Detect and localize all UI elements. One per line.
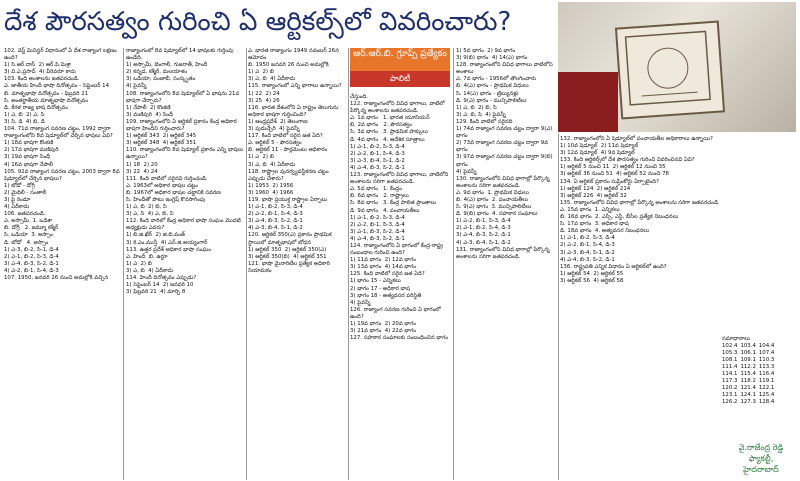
question-line: ఎ. హిందీ బి. ఉర్దూ xyxy=(126,253,168,260)
question-line: 134. ఏ ఆర్టికల్ ప్రకారం సుప్రీంకోర్టు ఏర్పాటైంది? xyxy=(560,178,659,185)
question-line: సి. 14(ఎ) భాగం - ట్రిబ్యునళ్లు xyxy=(456,90,519,97)
answer-cell: 110.3 xyxy=(758,357,775,363)
question-line: 2) 73వ రాజ్యాంగ సవరణ చట్టం ద్వారా 9వ భాగం xyxy=(456,140,550,154)
question-line: సి. హిందీతో పాటు ఇంగ్లిష్ కొనసాగింపు xyxy=(126,196,206,203)
question-line: సి. 17వ భాగం 3. అధికార భాష xyxy=(560,221,629,228)
question-line: 117. కింది వాటిలో సరైన జత ఏది? xyxy=(248,133,323,140)
question-line: బి. 2వ భాగం 2. పౌరసత్వం xyxy=(350,122,412,129)
question-line: 3) 21వ భాగం 4) 22వ భాగం xyxy=(350,328,417,335)
question-line: 1) ఎ, బి 2) బి, సి xyxy=(126,204,167,211)
question-line: 129. కింది వాటిలో సరైనది xyxy=(456,118,513,125)
question-line: 122. రాజ్యాంగంలోని వివిధ భాగాలు, వాటిలో పేర్కొన్న అంశాలను జతపరచండి. xyxy=(350,101,447,115)
question-line: 133. కింది ఆర్టికల్స్‌లో దేశ పౌరసత్వం గురించి వివరించినవి ఏవి? xyxy=(560,157,695,164)
question-line: 3) ఎ, బి, సి 4) పైవన్నీ xyxy=(456,111,506,118)
question-line: డి. 9(బి) భాగం 4. సహకార సంఘాలు xyxy=(456,211,538,218)
question-line: 1) ఎ-1, బి-2, సి-3, డి-4 xyxy=(560,235,615,242)
question-line: 3) ఆర్టికల్ 56 4) ఆర్టికల్ 58 xyxy=(560,277,624,284)
question-line: బి. మాతృభాషా దినోత్సవం - ఫిబ్రవరి 21 xyxy=(4,90,89,97)
question-line: 1) ఎ-1, బి-2, సి-3, డి-4 xyxy=(350,143,405,150)
answer-cell: 106.1 xyxy=(740,350,756,356)
question-line: 2) ఎ-1, బి-2, సి-3, డి-4 xyxy=(4,253,59,260)
question-line: 2) ఎ-2, బి-1, సి-4, డి-3 xyxy=(560,242,615,249)
text-column-6 xyxy=(560,136,720,436)
text-column-1 xyxy=(4,48,122,480)
question-line: 3) మణిపురి 4) సింధీ xyxy=(126,111,173,118)
question-line: 1) ఎ-1, బి-2, సి-3, డి-4 xyxy=(248,204,303,211)
question-line: 3) ఎ, సి 4) ఎ, బి, సి xyxy=(126,211,174,218)
question-line: 111. కింది వాటిలో సరైనవి గుర్తించండి. xyxy=(126,175,208,182)
question-line: 3) పై రెండూ xyxy=(4,196,31,203)
question-line: 1) 1953 2) 1956 xyxy=(248,182,294,189)
question-line: 127. సహకార సంఘాలకు సంబంధించిన భాగం xyxy=(350,335,448,342)
banner-top: ఆర్.ఆర్.బి. గ్రూప్స్ ప్రత్యేకం xyxy=(350,48,450,71)
question-line: ఎ. భారత రాజ్యాంగం 1949 నవంబర్ 26న ఆమోదం xyxy=(248,48,341,62)
question-line: 130. రాజ్యాంగంలోని వివిధ భాగాల్లో పేర్కొన్న అంశాలను సరిగా జతపరచండి. xyxy=(456,175,552,189)
question-line: 112. కింది వారిలో కేంద్ర అధికార భాషా సంఘం మొదటి అధ్యక్షుడు ఎవరు? xyxy=(126,218,243,232)
question-line: 3) ఆర్టికల్ 226 4) ఆర్టికల్ 32 xyxy=(560,192,627,199)
question-line: 106. జతపరచండి. xyxy=(4,211,46,218)
answer-cell: 119.1 xyxy=(758,378,775,384)
question-line: 1) ఎ, బి 2) బి, సి xyxy=(456,104,497,111)
answer-row xyxy=(722,399,777,406)
question-line: రాజ్యాంగంలో 8వ షెడ్యూల్‌లో 14 భాషలకు గుర్తింపు ఉండేది. xyxy=(126,48,236,62)
question-line: బి. 16వ భాగం 2. ఎస్సీ, ఎస్టీ, బీసీల ప్రత్యేక నిబంధనలు xyxy=(560,214,679,221)
question-line: 3) 12వ షెడ్యూల్ 4) 9వ షెడ్యూల్ xyxy=(560,150,635,157)
question-line: 110. రాజ్యాంగంలోని 8వ షెడ్యూల్ ప్రకారం ఎన్ని భాషలు ఉన్నాయి? xyxy=(126,147,245,161)
question-line: 3) ఎ-3, బి-4, సి-1, డి-2 xyxy=(350,157,405,164)
question-line: 1) ఆర్టికల్ 54 2) ఆర్టికల్ 55 xyxy=(560,270,624,277)
answer-cell: 116.4 xyxy=(758,371,775,377)
answer-cell: 112.2 xyxy=(740,364,756,370)
question-line: 3) ఎ, బి 4) ఏదీకాదు xyxy=(126,267,174,274)
question-line: 1) ఎ-2, బి-1, సి-3, డి-4 xyxy=(456,218,511,225)
question-line: 118. రాష్ట్రాల పునర్వ్యవస్థీకరణ చట్టం ఎప్పుడు చేశారు? xyxy=(248,168,331,182)
question-line: 3) 97వ రాజ్యాంగ సవరణ చట్టం ద్వారా 9(బి) భాగం xyxy=(456,154,555,168)
question-line: 3) 9(బి) భాగం 4) 14(ఎ) భాగం xyxy=(456,55,528,62)
question-line: 3) ఎ, బి 4) ఏదీకాదు xyxy=(248,161,296,168)
question-line: 126. రాజ్యాంగ సవరణ గురించి ఏ భాగంలో ఉంది? xyxy=(350,306,443,320)
question-line: 1) బి.జి.ఖేర్ 2) జి.బి.పంత్ xyxy=(126,232,185,239)
question-line: 1) ఎ-3, బి-2, సి-1, డి-4 xyxy=(4,246,59,253)
question-line: 3) 1960 4) 1966 xyxy=(248,189,294,196)
question-line: 115. రాజ్యాంగంలో ఎన్ని భాగాలు ఉన్నాయి? xyxy=(248,83,342,90)
question-line: 2) 17వ భాషగా మణిపురి xyxy=(4,147,59,154)
question-line: ఎ. 1వ భాగం 1. భారత యూనియన్ xyxy=(350,115,430,122)
answer-cell: 127.3 xyxy=(740,399,756,405)
question-line: 1) ఎ 2) బి xyxy=(248,154,274,161)
author-place: హైదరాబాద్ xyxy=(743,465,779,474)
question-line: 109. రాజ్యాంగంలోని ఏ ఆర్టికల్ ప్రకారం కేంద్ర అధికార భాషగా హిందీని గుర్తించారు? xyxy=(126,118,239,133)
headline: దేశ పౌరసత్వం గురించి ఏ ఆర్టికల్స్‌లో వివరించారు? xyxy=(4,7,512,37)
question-line: 4) 16వ భాషగా నేపాలీ xyxy=(4,161,54,168)
question-line: 4) ఎ-3, బి-4, సి-1, డి-2 xyxy=(456,239,511,246)
question-line: 2) మైథిలీ - సంతాలీ xyxy=(4,189,47,196)
question-line: సి. ఒడియా 3. అస్సాం xyxy=(4,232,53,239)
question-line: 3) ఆర్టికల్ 36 నుంచి 51 4) ఆర్టికల్ 52 నుంచి 78 xyxy=(560,171,669,178)
question-line: 4) పైవన్నీ xyxy=(126,83,147,90)
answer-cell: 102.4 xyxy=(722,343,738,349)
answer-cell: 105.3 xyxy=(722,350,738,356)
question-line: ఎ. 5వ భాగం 1. కేంద్రం xyxy=(350,186,402,193)
question-line: 103. కింది అంశాలను జతపరచండి. xyxy=(4,76,80,83)
question-line: 104. 71వ రాజ్యాంగ సవరణ చట్టం, 1992 ద్వారా రాజ్యాంగంలోని 8వ షెడ్యూల్‌లో చేర్చిన భాషలు ఏవి? xyxy=(4,126,113,140)
question-line: 1) ఎ 2) బి xyxy=(126,260,152,267)
question-line: 116. భారత దేశంలోని ఏ రాష్ట్రం తెలుగును అధికార భాషగా గుర్తించింది? xyxy=(248,104,341,118)
answer-row xyxy=(722,350,777,357)
question-line: 3) పుదుచ్చేరి 4) పైవన్నీ xyxy=(248,126,300,133)
question-line: 131. రాజ్యాంగంలోని వివిధ భాగాల్లో పేర్కొన్న అంశాలను సరిగా జతపరచండి. xyxy=(456,246,552,260)
answer-cell: 118.2 xyxy=(740,378,756,384)
question-line: డి. 9(ఎ) భాగం - మున్సిపాలిటీలు xyxy=(456,97,527,104)
question-line: 1) ఆర్టికల్ 124 2) ఆర్టికల్ 214 xyxy=(560,185,631,192)
question-line: 1) ఎ 2) బి xyxy=(248,69,274,76)
answer-cell: 115.4 xyxy=(740,371,756,377)
question-line: 1) 74వ రాజ్యాంగ సవరణ చట్టం ద్వారా 9(ఎ) భాగం xyxy=(456,126,554,140)
question-line: ఎ. 7వ భాగం - 1956లో తొలగించారు xyxy=(456,76,537,83)
question-line: బి. 4(ఎ) భాగం - ప్రాథమిక విధులు xyxy=(456,83,529,90)
question-line: 1) ఆంధ్రప్రదేశ్ 2) తెలంగాణ xyxy=(248,118,308,125)
answer-cell: 128.4 xyxy=(758,399,775,405)
question-line: 3) సి, డి 4) బి, డి xyxy=(4,118,45,125)
question-line: 1) 18 2) 20 xyxy=(126,161,158,168)
answer-cell: 124.1 xyxy=(740,392,756,398)
question-line: 2) కన్నడ, కశ్మీరీ, మలయాళం xyxy=(126,69,188,76)
answer-cell: 125.4 xyxy=(758,392,775,398)
question-line: 1) భాగం 15 - ఎన్నికలు xyxy=(350,278,401,285)
question-line: 4) ఎ-4, బి-3, సి-2, డి-1 xyxy=(350,164,405,171)
question-line: 107. 1950, జనవరి 26 నుంచి అమల్లోకి వచ్చిన xyxy=(4,275,109,281)
answer-cell: 103.4 xyxy=(740,343,756,349)
question-line: డి. 4వ భాగం 4. ఆదేశిక సూత్రాలు xyxy=(350,136,425,143)
text-column-2 xyxy=(126,48,244,480)
question-line: చేస్తుంది. xyxy=(350,94,368,100)
question-line: డి. 9వ భాగం 4. పంచాయతీలు xyxy=(350,207,420,214)
question-line: బి. 1950 జనవరి 26 నుంచి అమల్లోకి xyxy=(248,62,329,69)
question-line: 3) ఎ-4, బి-3, సి-2, డి-1 xyxy=(248,218,303,225)
question-line: 1) ఆర్టికల్ 343 2) ఆర్టికల్ 345 xyxy=(126,133,197,140)
question-line: 108. రాజ్యాంగంలోని 8వ షెడ్యూల్‌లో ఏ భాషను 21వ భాషగా చేర్చారు? xyxy=(126,90,242,104)
answer-row xyxy=(722,378,777,385)
question-line: 1) బోడో - డోగ్రీ xyxy=(4,182,35,189)
question-line: బి. డోగ్రీ 2. జమ్మూ కశ్మీర్ xyxy=(4,225,59,232)
question-line: 1) నేపాలీ 2) కొంకణి xyxy=(126,104,171,111)
question-line: 4) ఎ-2, బి-1, సి-4, డి-3 xyxy=(4,267,59,274)
question-line: 3) ఒడియా, పంజాబీ, సంస్కృతం xyxy=(126,76,196,83)
author-name: వై.రాజేంద్ర రెడ్డి xyxy=(738,443,784,452)
question-line: డి. బోడో 4. అస్సాం xyxy=(4,239,49,246)
question-line: 121. భాషా మైనారిటీల ప్రత్యేక అధికారి నియామకం xyxy=(248,260,332,274)
question-line: 3) ఫిబ్రవరి 21 4) మార్చి 8 xyxy=(126,289,186,296)
author-role: ఫ్యాకల్టీ, xyxy=(748,454,774,463)
question-line: 2) ఎ-2, బి-1, సి-4, డి-3 xyxy=(248,211,303,218)
answer-key-heading: సమాధానాలు xyxy=(722,336,750,342)
question-line: 119. భాషా ప్రయుక్త రాష్ట్రాల ఏర్పాటు xyxy=(248,196,328,203)
answer-key-table xyxy=(722,343,777,406)
answer-cell: 108.1 xyxy=(722,357,738,363)
answer-cell: 113.3 xyxy=(758,364,775,370)
question-line: 1) సి.ఆర్.దాస్ 2) ఆర్.పి.మిశ్రా xyxy=(4,62,72,69)
answer-cell: 122.1 xyxy=(758,385,775,391)
question-line: 3) ఎ-3, బి-4, సి-1, డి-2 xyxy=(560,249,615,256)
question-line: 3) వి.ఎ.ప్రసాద్ 4) వీరెవరూ కాదు xyxy=(4,69,76,76)
author-byline xyxy=(724,442,798,480)
question-line: 1) ఎ, బి 2) ఎ, సి xyxy=(4,111,45,118)
question-line: 2) ఎ-2, బి-1, సి-3, డి-4 xyxy=(350,221,405,228)
question-line: 124. రాజ్యాంగంలోని ఏ భాగంలో కేంద్ర-రాష్ట్ర సంబంధాల గురించి ఉంది? xyxy=(350,242,445,257)
question-line: బి. ఆర్టికల్ 11 - పార్లమెంటు అధికారం xyxy=(248,147,328,154)
question-line: 1) ఆర్టికల్ 5 నుంచి 11 2) ఆర్టికల్ 12 నుంచి 35 xyxy=(560,164,666,171)
question-line: 3) భాగం 18 - అత్యవసర పరిస్థితి xyxy=(350,292,422,299)
question-line: 136. రాష్ట్రపతి ఎన్నిక విధానం ఏ ఆర్టికల్‌లో ఉంది? xyxy=(560,263,667,270)
question-line: 3) కె.ఎం.మున్షీ 4) ఎన్.జి.అయ్యంగార్ xyxy=(126,239,208,246)
question-line: 113. ఉత్తర ప్రదేశ్ అధికార భాషా సంఘం xyxy=(126,246,211,253)
question-line: 3) ఎ-1, బి-3, సి-2, డి-4 xyxy=(350,228,405,235)
answer-cell: 126.2 xyxy=(722,399,738,405)
question-line: ఎ. 9వ భాగం 1. ప్రాథమిక విధులు xyxy=(456,189,529,196)
question-line: 1) 18వ భాషగా కొంకణి xyxy=(4,140,54,147)
question-line: బి. 6వ భాగం 2. రాష్ట్రాలు xyxy=(350,193,409,200)
question-line: 3) 13వ భాగం 4) 14వ భాగం xyxy=(350,264,417,271)
question-line: 105. 92వ రాజ్యాంగ సవరణ చట్టం, 2003 ద్వారా 8వ షెడ్యూల్‌లో చేర్చిన భాషలు? xyxy=(4,168,122,182)
question-line: 3) 22 4) 24 xyxy=(126,168,158,175)
question-line: 3) ఆర్టికల్ 350(బి) 4) ఆర్టికల్ 351 xyxy=(248,253,327,260)
text-column-5 xyxy=(456,48,556,480)
answer-cell: 111.4 xyxy=(722,364,738,370)
question-line: 4) ఏదీకాదు xyxy=(4,204,30,211)
question-line: 114. హిందీ దినోత్సవం ఎప్పుడు? xyxy=(126,275,197,281)
text-column-3 xyxy=(248,48,346,480)
question-line: 123. రాజ్యాంగంలోని వివిధ భాగాలు, వాటిలోని అంశాలను సరిగా జతపరచండి. xyxy=(350,172,451,186)
question-line: 1) 5వ భాగం 2) 9వ భాగం xyxy=(456,48,516,54)
answer-row xyxy=(722,371,777,378)
question-line: 1) ఆర్టికల్ 350 2) ఆర్టికల్ 350(ఎ) xyxy=(248,246,327,253)
question-line: 4) ఎ-3, బి-4, సి-1, డి-2 xyxy=(248,225,303,232)
question-line: 1) అస్సామీ, బెంగాలీ, గుజరాతీ, హిందీ xyxy=(126,62,208,69)
question-line: డి. కేరళ రాజ్య భాష దినోత్సవం xyxy=(4,104,68,111)
question-line: 3) 25 4) 26 xyxy=(248,97,280,104)
answer-row xyxy=(722,357,777,364)
answer-cell: 123.1 xyxy=(722,392,738,398)
question-line: ఎ. అస్సామీ 1. ఒడిశా xyxy=(4,218,53,225)
question-line: 132. రాజ్యాంగంలోని ఏ షెడ్యూల్‌లో పంచాయతీల అధికారాలు ఉన్నాయి? xyxy=(560,136,713,142)
question-line: 1) 11వ భాగం 2) 12వ భాగం xyxy=(350,257,417,264)
answer-cell: 114.1 xyxy=(722,371,738,377)
question-line: 3) ఎ-4, బి-3, సి-2, డి-1 xyxy=(4,260,59,267)
answer-cell: 121.4 xyxy=(740,385,756,391)
question-line: ఎ. 1963లో అధికార భాషల చట్టం xyxy=(126,182,198,189)
question-line: 4) ఎ-4, బి-3, సి-2, డి-1 xyxy=(560,256,615,263)
question-line: 1) ఎ-1, బి-2, సి-3, డి-4 xyxy=(350,214,405,221)
question-line: 4) పైవన్నీ xyxy=(350,299,371,306)
question-line: సి. 8వ భాగం 3. కేంద్ర పాలిత ప్రాంతాలు xyxy=(350,200,437,207)
answer-row xyxy=(722,385,777,392)
question-line: ఎ. జాతీయ హిందీ భాషా దినోత్సవం - సెప్టెంబర్ 14 xyxy=(4,83,110,90)
question-line: 102. వెస్ట్ మినిస్టర్ విధానంలో ఏ దేశ రాజ్యాంగ లక్షణం ఉంది? xyxy=(4,48,119,62)
text-column-4 xyxy=(350,94,450,480)
section-banner xyxy=(350,48,450,90)
answer-cell: 109.1 xyxy=(740,357,756,363)
question-line: 3) ఆర్టికల్ 348 4) ఆర్టికల్ 351 xyxy=(126,140,197,147)
answer-row xyxy=(722,392,777,399)
question-line: 128. రాజ్యాంగంలోని వివిధ భాగాలు వాటిలోని అంశాలు xyxy=(456,62,555,76)
question-line: 135. రాజ్యాంగంలోని వివిధ భాగాల్లో పేర్కొన్న అంశాలను సరిగా జతపరచండి. xyxy=(560,199,720,206)
question-line: 2) ఎ-2, బి-1, సి-4, డి-3 xyxy=(350,150,405,157)
question-line: 1) 19వ భాగం 2) 20వ భాగం xyxy=(350,321,417,327)
answer-cell: 107.4 xyxy=(758,350,775,356)
question-line: 1) 22 2) 24 xyxy=(248,90,280,97)
answer-key xyxy=(722,336,796,438)
answer-cell: 117.3 xyxy=(722,378,738,384)
banner-bottom: పాలిటీ xyxy=(350,71,450,87)
question-line: ఎ. ఆర్టికల్ 5 - పౌరసత్వం xyxy=(248,140,302,147)
question-line: 120. ఆర్టికల్ 350(ఎ) ప్రకారం ప్రాథమిక స్థాయిలో మాతృభాషలో బోధన xyxy=(248,232,334,246)
question-line: 1) సెప్టెంబర్ 14 2) జనవరి 10 xyxy=(126,282,194,289)
question-line: బి. 4(ఎ) భాగం 2. పంచాయతీలు xyxy=(456,196,529,203)
question-line: సి. 3వ భాగం 3. ప్రాథమిక హక్కులు xyxy=(350,129,428,136)
question-line: బి. 1967లో అధికార భాషల చట్టానికి సవరణ xyxy=(126,189,221,196)
question-line: 2) భాగం 17 - అధికార భాష xyxy=(350,285,411,292)
answer-cell: 120.2 xyxy=(722,385,738,391)
question-line: ఎ. 15వ భాగం 1. ఎన్నికలు xyxy=(560,206,620,213)
question-line: 125. కింది వాటిలో సరైన జత ఏది? xyxy=(350,271,425,278)
question-line: 3) ఎ-4, బి-3, సి-2, డి-1 xyxy=(456,232,511,239)
question-line: 1) 10వ షెడ్యూల్ 2) 11వ షెడ్యూల్ xyxy=(560,143,639,150)
answer-cell: 104.4 xyxy=(758,343,775,349)
question-line: 3) 19వ భాషగా సింధీ xyxy=(4,154,51,161)
question-line: సి. అంతర్జాతీయ మాతృభాషా దినోత్సవం xyxy=(4,97,88,104)
question-line: 4) పైవన్నీ xyxy=(456,168,477,175)
question-line: డి. 18వ భాగం 4. అత్యవసర నిబంధనలు xyxy=(560,228,650,235)
question-line: 3) ఎ, బి 4) ఏదీకాదు xyxy=(248,76,296,83)
answer-row xyxy=(722,343,777,350)
constitution-book-icon xyxy=(615,20,725,119)
constitution-book-photo xyxy=(558,2,796,132)
question-line: 4) ఎ-4, బి-3, సి-2, డి-1 xyxy=(350,235,405,242)
question-line: 2) ఎ-1, బి-2, సి-4, డి-3 xyxy=(456,225,511,232)
question-line: సి. 9(ఎ) భాగం 3. మున్సిపాలిటీలు xyxy=(456,204,532,211)
answer-row xyxy=(722,364,777,371)
